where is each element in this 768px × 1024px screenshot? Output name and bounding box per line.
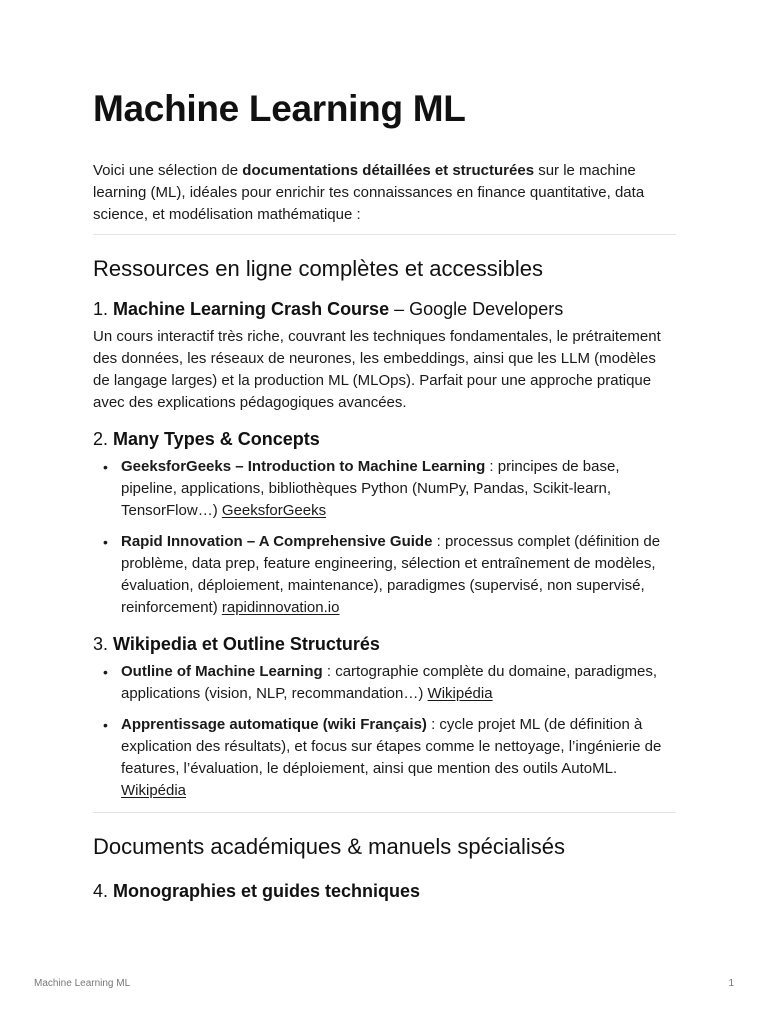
bullet-icon: • <box>103 459 108 475</box>
list-item <box>93 714 676 802</box>
wikipedia-list <box>93 661 676 802</box>
subheading-number: 2. <box>93 429 114 449</box>
list-item <box>93 661 676 705</box>
footer-document-title: Machine Learning ML <box>34 978 131 989</box>
page-title: Machine Learning ML <box>93 88 466 129</box>
list-item-title: GeeksforGeeks – Introduction to Machine Learning <box>121 458 486 475</box>
list-item-text: : cartographie complète du domaine, paradigmes, applications (vision, NLP, recommandation…) <box>121 663 658 702</box>
source-link-wikipedia-fr[interactable]: Wikipédia <box>121 782 187 799</box>
list-item-text: : processus complet (définition de problème, data prep, feature engineering, sélection et entraînement de modèles, évaluation, déploiement, maintenance), paradigmes (supervisé, non supervisé, reinforcement) <box>121 533 661 616</box>
document-page <box>93 86 676 904</box>
intro-text-start: Voici une sélection de <box>93 162 243 179</box>
footer-page-number: 1 <box>728 978 734 989</box>
subheading-monographs <box>93 878 676 904</box>
crash-course-description: Un cours interactif très riche, couvrant les techniques fondamentales, le prétraitement des données, les réseaux de neurones, les embeddings, ainsi que les LLM (modèles de langage larges) et la production ML (MLOps). Parfait pour une approche pratique avec des explications pédagogiques avancées. <box>93 328 661 411</box>
subheading-number: 4. <box>93 881 114 901</box>
list-item <box>93 531 676 619</box>
list-item <box>93 456 676 522</box>
list-item-title: Rapid Innovation – A Comprehensive Guide <box>121 533 433 550</box>
subheading-bold: Wikipedia et Outline Structurés <box>113 634 380 654</box>
source-link-geeksforgeeks[interactable]: GeeksforGeeks <box>221 502 327 519</box>
subheading-types-concepts <box>93 426 676 452</box>
subheading-bold: Many Types & Concepts <box>113 429 320 449</box>
bullet-icon: • <box>103 717 108 733</box>
subheading-bold: Machine Learning Crash Course <box>113 299 390 319</box>
subheading-number: 3. <box>93 634 114 654</box>
intro-bold-text: documentations détaillées et structurées <box>242 162 535 179</box>
list-item-text: : principes de base, pipeline, applications, bibliothèques Python (NumPy, Pandas, Scikit-learn, TensorFlow…) <box>121 458 620 519</box>
subheading-bold: Monographies et guides techniques <box>113 881 421 901</box>
subheading-number: 1. <box>93 299 114 319</box>
list-item-title: Apprentissage automatique (wiki Français) <box>121 716 427 733</box>
divider <box>93 234 676 235</box>
types-concepts-list <box>93 456 676 619</box>
section-heading-online-resources: Ressources en ligne complètes et accessibles <box>93 256 544 281</box>
source-link-rapidinnovation[interactable]: rapidinnovation.io <box>221 599 340 616</box>
intro-text-end: sur le machine learning (ML), idéales pour enrichir tes connaissances en finance quantitative, data science, et modélisation mathématique : <box>93 162 645 223</box>
intro-paragraph <box>93 160 676 226</box>
divider <box>93 812 676 813</box>
subheading-crash-course <box>93 296 676 322</box>
subheading-rest: – Google Developers <box>389 299 564 319</box>
bullet-icon: • <box>103 664 108 680</box>
subheading-wikipedia-outline <box>93 631 676 657</box>
source-link-wikipedia[interactable]: Wikipédia <box>427 685 493 702</box>
list-item-title: Outline of Machine Learning <box>121 663 323 680</box>
list-item-text: : cycle projet ML (de définition à explication des résultats), et focus sur étapes comme le nettoyage, l’ingénierie de features, l’évaluation, le déploiement, ainsi que mention des outils AutoML. <box>121 716 662 777</box>
section-heading-academic-documents: Documents académiques & manuels spécialisés <box>93 834 566 859</box>
bullet-icon: • <box>103 534 108 550</box>
